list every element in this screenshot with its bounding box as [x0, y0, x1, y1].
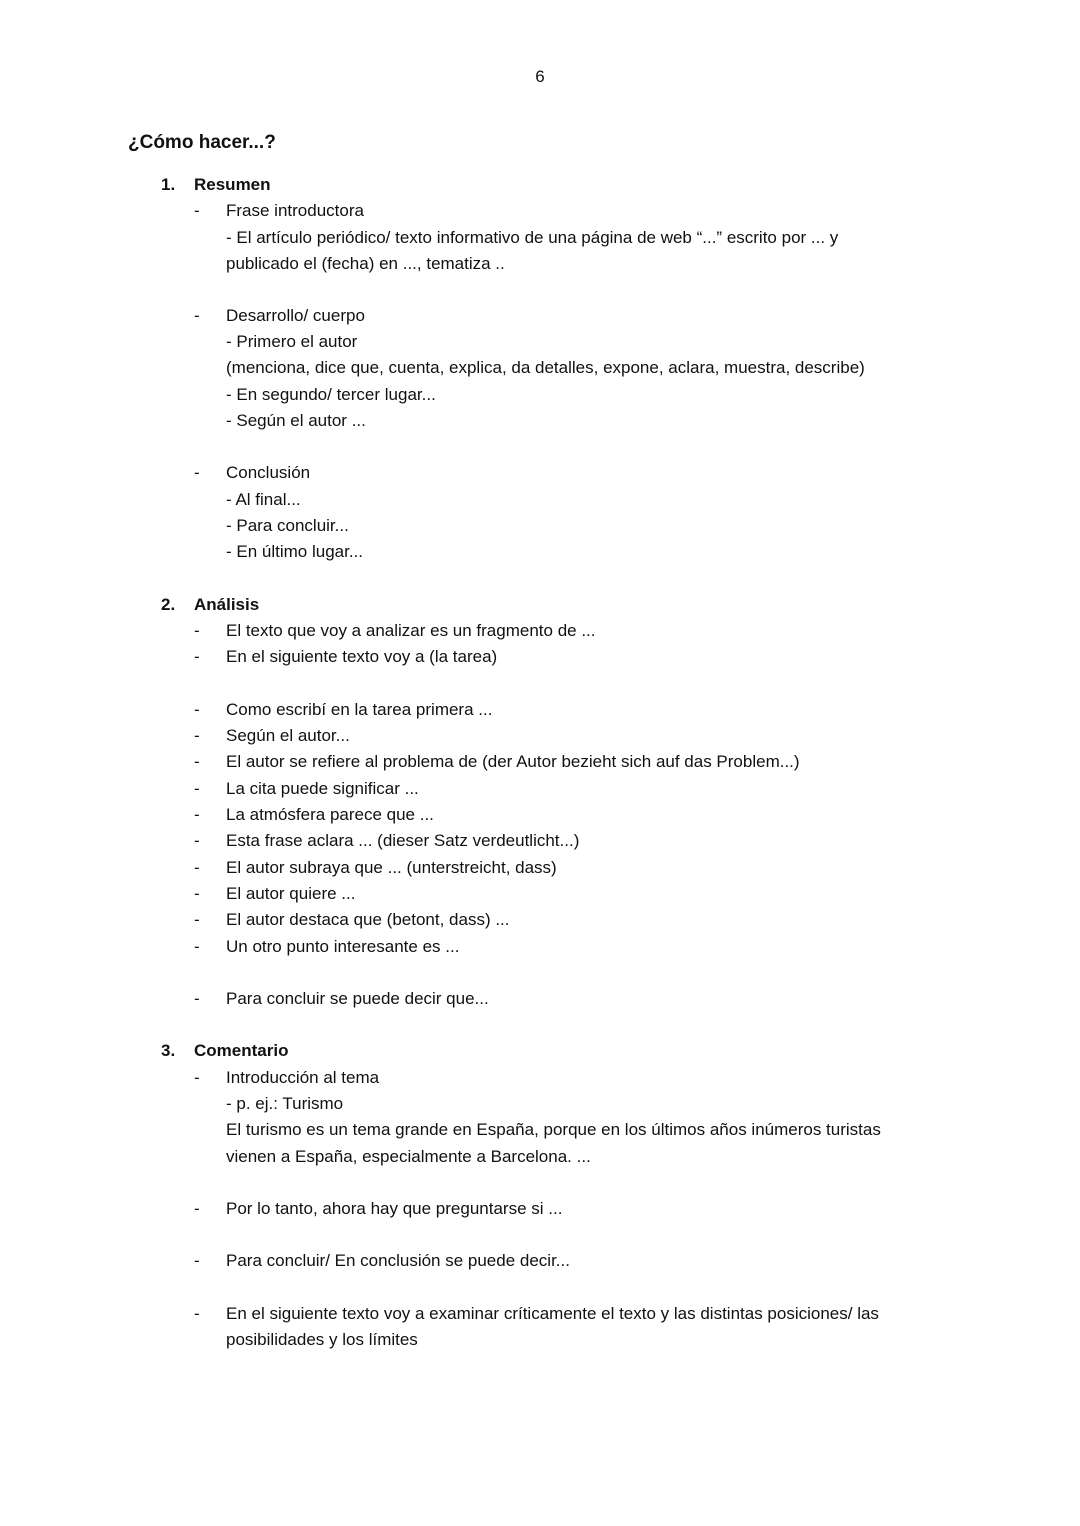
bullet-dash: - — [194, 726, 200, 745]
list-item: vienen a España, especialmente a Barcelona. ... — [226, 1147, 591, 1166]
bullet-dash: - — [194, 989, 200, 1008]
list-item: - Al final... — [226, 490, 301, 509]
list-item: - El artículo periódico/ texto informativo de una página de web “...” escrito por ... y — [226, 228, 839, 247]
list-item: publicado el (fecha) en ..., tematiza .. — [226, 254, 505, 273]
bullet-dash: - — [194, 647, 200, 666]
bullet-dash: - — [194, 1199, 200, 1218]
bullet-dash: - — [194, 1068, 200, 1087]
bullet-dash: - — [194, 779, 200, 798]
list-item: El autor destaca que (betont, dass) ... — [226, 910, 510, 929]
list-item: El autor quiere ... — [226, 884, 356, 903]
section-title: Análisis — [194, 595, 260, 614]
list-item: Para concluir se puede decir que... — [226, 989, 489, 1008]
bullet-dash: - — [194, 1251, 200, 1270]
list-item: La atmósfera parece que ... — [226, 805, 434, 824]
bullet-dash: - — [194, 858, 200, 877]
bullet-dash: - — [194, 1304, 200, 1323]
section-number: 3. — [161, 1041, 176, 1060]
list-item: El turismo es un tema grande en España, porque en los últimos años inúmeros turistas — [226, 1120, 881, 1139]
list-item: Desarrollo/ cuerpo — [226, 306, 365, 325]
section-heading-resumen — [161, 174, 271, 196]
list-item: Un otro punto interesante es ... — [226, 937, 460, 956]
section-number: 2. — [161, 595, 176, 614]
list-item: En el siguiente texto voy a examinar críticamente el texto y las distintas posiciones/ las — [226, 1304, 879, 1323]
list-item: - Según el autor ... — [226, 411, 366, 430]
bullet-dash: - — [194, 306, 200, 325]
bullet-dash: - — [194, 463, 200, 482]
list-item: Según el autor... — [226, 726, 350, 745]
list-item: El texto que voy a analizar es un fragmento de ... — [226, 621, 596, 640]
section-heading-comentario — [161, 1040, 288, 1062]
section-title: Comentario — [194, 1041, 289, 1060]
list-item: El autor subraya que ... (unterstreicht, dass) — [226, 858, 557, 877]
bullet-dash: - — [194, 831, 200, 850]
list-item: La cita puede significar ... — [226, 779, 419, 798]
list-item: Frase introductora — [226, 201, 364, 220]
list-item: (menciona, dice que, cuenta, explica, da detalles, expone, aclara, muestra, describe) — [226, 358, 865, 377]
list-item: Esta frase aclara ... (dieser Satz verdeutlicht...) — [226, 831, 580, 850]
list-item: posibilidades y los límites — [226, 1330, 418, 1349]
list-item: - En segundo/ tercer lugar... — [226, 385, 436, 404]
bullet-dash: - — [194, 752, 200, 771]
list-item: Por lo tanto, ahora hay que preguntarse si ... — [226, 1199, 563, 1218]
page-number: 6 — [535, 67, 545, 86]
list-item: En el siguiente texto voy a (la tarea) — [226, 647, 498, 666]
bullet-dash: - — [194, 884, 200, 903]
list-item: - En último lugar... — [226, 542, 364, 561]
list-item: Para concluir/ En conclusión se puede decir... — [226, 1251, 570, 1270]
list-item: - Para concluir... — [226, 516, 349, 535]
bullet-dash: - — [194, 621, 200, 640]
bullet-dash: - — [194, 937, 200, 956]
section-heading-analisis — [161, 594, 259, 616]
section-number: 1. — [161, 175, 176, 194]
list-item: - Primero el autor — [226, 332, 358, 351]
list-item: - p. ej.: Turismo — [226, 1094, 344, 1113]
list-item: Como escribí en la tarea primera ... — [226, 700, 493, 719]
list-item: El autor se refiere al problema de (der Autor bezieht sich auf das Problem...) — [226, 752, 800, 771]
bullet-dash: - — [194, 805, 200, 824]
section-title: Resumen — [194, 175, 271, 194]
page-title: ¿Cómo hacer...? — [128, 132, 276, 153]
bullet-dash: - — [194, 201, 200, 220]
list-item: Conclusión — [226, 463, 311, 482]
bullet-dash: - — [194, 700, 200, 719]
list-item: Introducción al tema — [226, 1068, 380, 1087]
bullet-dash: - — [194, 910, 200, 929]
